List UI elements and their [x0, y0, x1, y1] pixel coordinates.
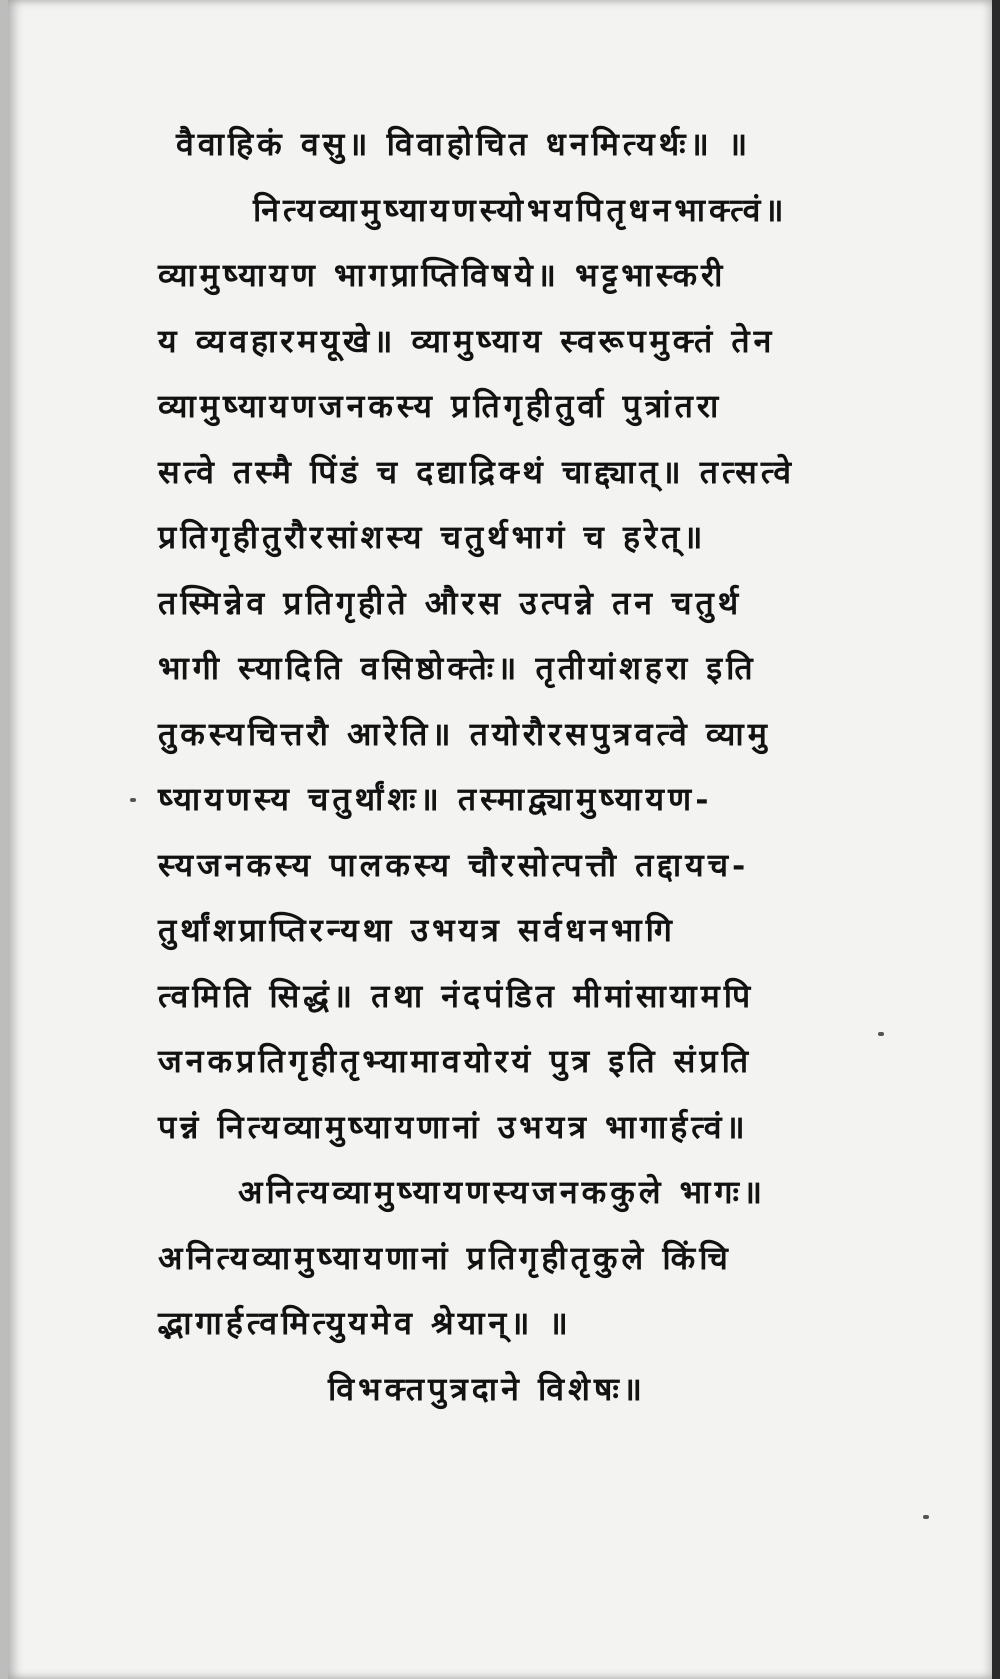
manuscript-line: स्यजनकस्य पालकस्य चौरसोत्पत्तौ तद्दायच- — [158, 845, 750, 884]
page-right-edge — [992, 0, 1000, 1679]
manuscript-line: तस्मिन्नेव प्रतिगृहीते औरस उत्पन्ने तन चतुर्थ — [158, 583, 743, 622]
ink-speck — [878, 1032, 884, 1036]
manuscript-line: व्यामुष्यायण भागप्राप्तिविषये॥ भट्टभास्करी — [158, 256, 727, 294]
manuscript-line: सत्वे तस्मै पिंडं च दद्याद्रिक्थं चाद्द्यात्॥ तत्सत्वे — [158, 452, 796, 491]
manuscript-line: प्रतिगृहीतुरौरसांशस्य चतुर्थभागं च हरेत्॥ — [158, 518, 707, 556]
manuscript-line: अनित्यव्यामुष्यायणस्यजनककुले भागः॥ — [238, 1173, 767, 1211]
ink-speck — [923, 1515, 929, 1519]
manuscript-line: वैवाहिकं वसु॥ विवाहोचित धनमित्यर्थः॥ ॥ — [176, 125, 752, 163]
manuscript-line: य व्यवहारमयूखे॥ व्यामुष्याय स्वरूपमुक्तं तेन — [158, 321, 776, 360]
manuscript-line: अनित्यव्यामुष्यायणानां प्रतिगृहीतृकुले किंचि — [158, 1238, 732, 1277]
manuscript-text — [158, 112, 948, 1422]
ink-speck — [130, 798, 136, 802]
manuscript-line: तुकस्यचित्तरौ आरेति॥ तयोरौरसपुत्रवत्वे व्यामु — [158, 714, 771, 753]
manuscript-line: तुर्थांशप्राप्तिरन्यथा उभयत्र सर्वधनभागि — [158, 911, 676, 949]
manuscript-line: विभक्तपुत्रदाने विशेषः॥ — [328, 1369, 646, 1408]
manuscript-line: त्वमिति सिद्धं॥ तथा नंदपंडित मीमांसायामपि — [158, 976, 755, 1015]
manuscript-line: द्भागार्हत्वमित्युयमेव श्रेयान्॥ ॥ — [158, 1304, 572, 1342]
manuscript-line: पन्नं नित्यव्यामुष्यायणानां उभयत्र भागार्हत्वं॥ — [158, 1107, 749, 1146]
page-left-edge — [0, 0, 8, 1679]
manuscript-line: जनकप्रतिगृहीतृभ्यामावयोरयं पुत्र इति संप्रति — [158, 1042, 753, 1080]
manuscript-line: व्यामुष्यायणजनकस्य प्रतिगृहीतुर्वा पुत्रांतरा — [158, 387, 723, 425]
manuscript-line: नित्यव्यामुष्यायणस्योभयपितृधनभाक्त्वं॥ — [253, 190, 788, 229]
manuscript-line: ष्यायणस्य चतुर्थांशः॥ तस्माद्व्यामुष्यायण- — [158, 780, 713, 818]
manuscript-page — [8, 0, 992, 1679]
manuscript-line: भागी स्यादिति वसिष्ठोक्तेः॥ तृतीयांशहरा इति — [158, 649, 757, 687]
